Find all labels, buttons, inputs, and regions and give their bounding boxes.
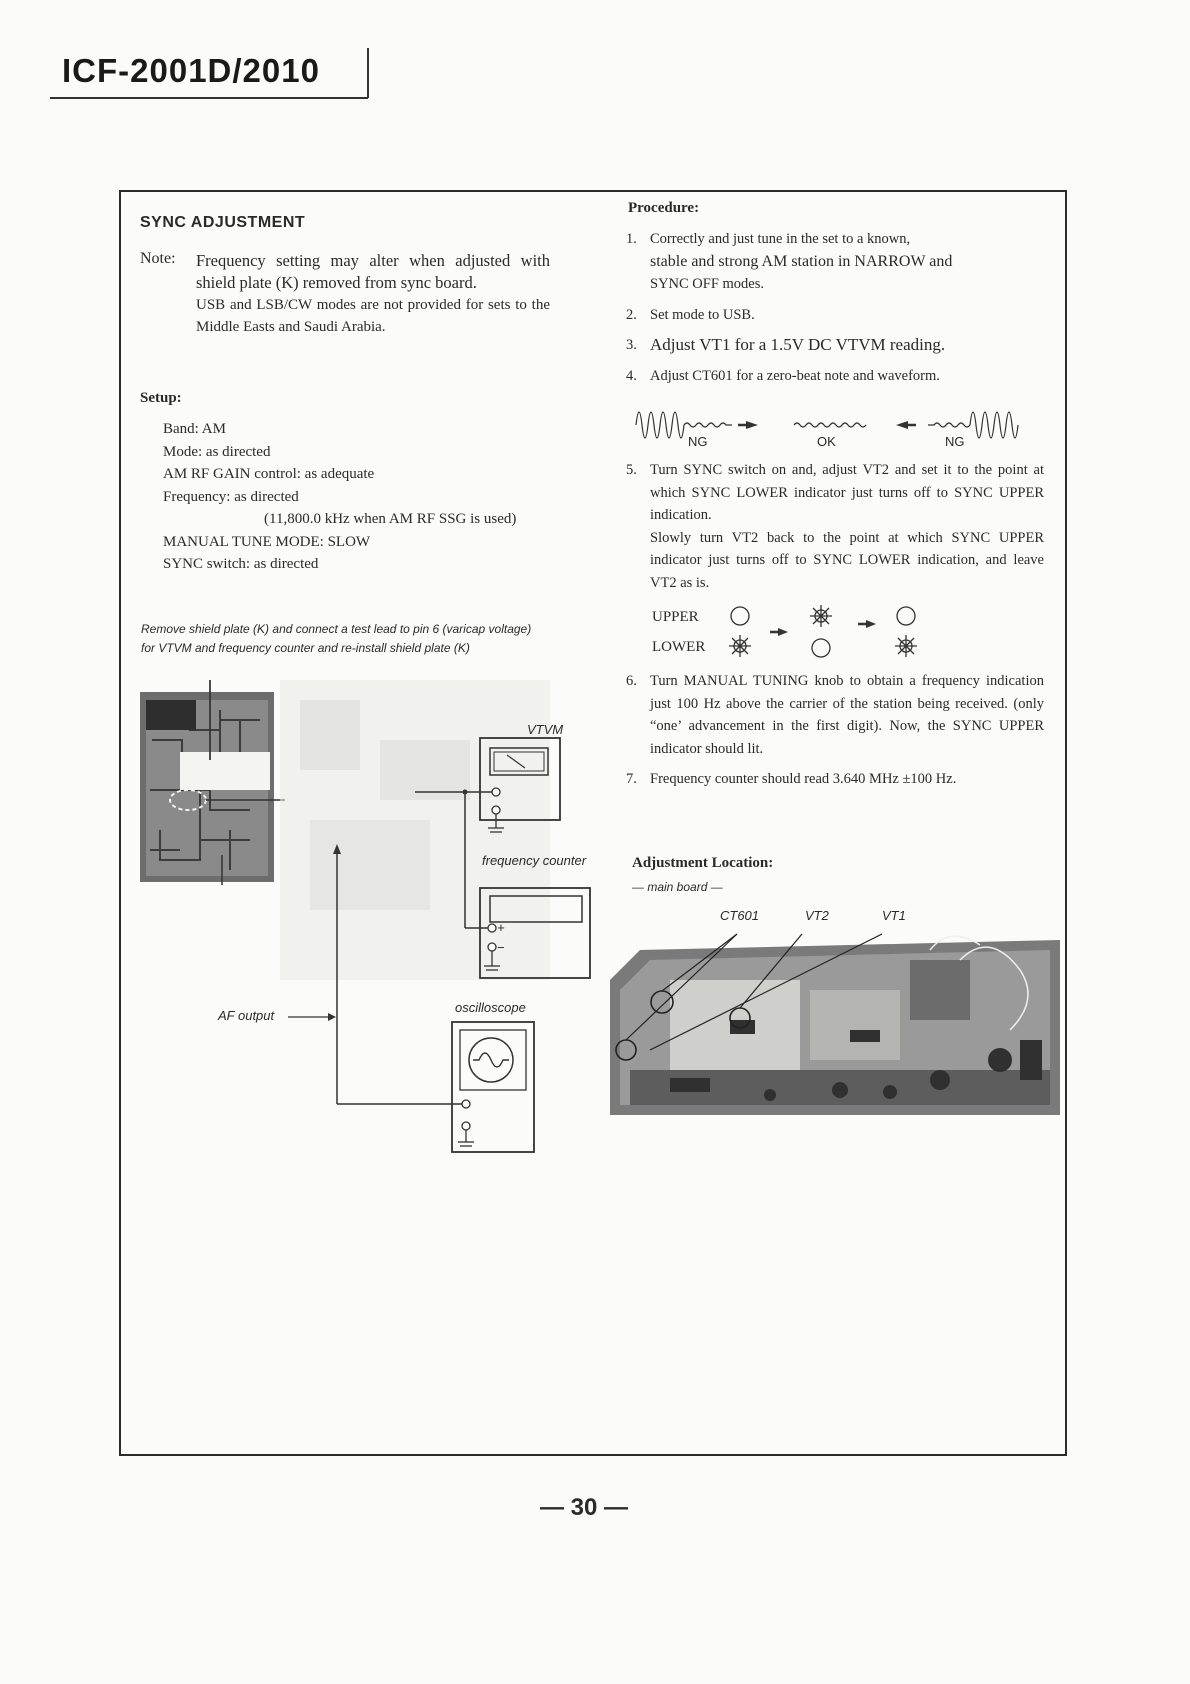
step-6-num: 6. — [626, 673, 637, 689]
step-3 — [626, 334, 1044, 357]
step-3-num: 3. — [626, 337, 637, 353]
af-output-label: AF output — [218, 1008, 275, 1023]
step-7-num: 7. — [626, 771, 637, 787]
step-5-text-a: Turn SYNC switch on and, adjust VT2 and set it to the point at which SYNC LOWER indicator just turns off to SYNC UPPER indication. — [650, 462, 1044, 523]
step-7 — [626, 768, 1044, 791]
step-1-line-a: Correctly and just tune in the set to a known, — [650, 231, 911, 247]
wave-ng-right: NG — [945, 434, 965, 449]
setup-label: Setup: — [140, 390, 182, 406]
title-underline — [50, 97, 368, 99]
setup-tune-mode: MANUAL TUNE MODE: SLOW — [163, 533, 371, 550]
indicator-upper-label: UPPER — [652, 609, 699, 625]
step-3-text: Adjust VT1 for a 1.5V DC VTVM reading. — [650, 335, 946, 354]
procedure-label: Procedure: — [628, 200, 700, 216]
note-label: Note: — [140, 250, 176, 267]
vt2-label: VT2 — [805, 908, 829, 923]
note-line-1: Frequency setting may alter when adjusted with shield plate (K) removed from sync board. — [196, 251, 550, 292]
indicator-sequence — [626, 602, 1044, 664]
setup-mode: Mode: as directed — [163, 443, 271, 460]
oscilloscope-label: oscilloscope — [455, 1000, 526, 1015]
setup-list — [163, 418, 554, 576]
step-2-num: 2. — [626, 306, 637, 323]
step-5 — [626, 459, 1044, 594]
setup-rf-gain: AM RF GAIN control: as adequate — [163, 466, 375, 482]
ct601-label: CT601 — [720, 908, 760, 923]
step-4-text: Adjust CT601 for a zero-beat note and waveform. — [650, 367, 940, 384]
wave-ng-left: NG — [688, 434, 708, 449]
step-1-line-c: SYNC OFF modes. — [650, 276, 765, 292]
main-board-photo — [610, 920, 1060, 1120]
adjustment-location-label: Adjustment Location: — [632, 855, 774, 871]
note-text — [196, 250, 550, 338]
vtvm-label: VTVM — [527, 722, 564, 737]
shield-plate-caption: Remove shield plate (K) and connect a test lead to pin 6 (varicap voltage) for VTVM and frequency counter and re-install shield plate (K) — [141, 622, 532, 655]
setup-frequency-detail: (11,800.0 kHz when AM RF SSG is used) — [264, 511, 517, 527]
indicator-lower-label: LOWER — [652, 639, 706, 655]
setup-sync-switch: SYNC switch: as directed — [163, 556, 319, 572]
section-title: SYNC ADJUSTMENT — [140, 214, 306, 231]
step-2-text: Set mode to USB. — [650, 306, 755, 323]
step-6-text: Turn MANUAL TUNING knob to obtain a frequency indication just 100 Hz above the carrier of the station being received. (only “one’ advancement in the first digit). Now, the SYNC UPPER indicator should lit. — [650, 673, 1044, 757]
minus-terminal-label: − — [497, 940, 505, 955]
wave-ok: OK — [817, 434, 836, 449]
vt1-label: VT1 — [882, 908, 906, 923]
step-7-text: Frequency counter should read 3.640 MHz ±100 Hz. — [650, 771, 957, 787]
frequency-counter-label: frequency counter — [482, 853, 587, 868]
step-4 — [626, 365, 1044, 388]
model-title: ICF-2001D/2010 — [62, 52, 320, 89]
plus-terminal-label: + — [497, 920, 505, 935]
step-1 — [626, 228, 1044, 296]
note-line-2: USB and LSB/CW modes are not provided for sets to the Middle Easts and Saudi Arabia. — [196, 297, 550, 335]
step-6 — [626, 670, 1044, 760]
sync-board-photo — [140, 692, 274, 882]
title-side-rule — [367, 48, 369, 98]
step-5-num: 5. — [626, 462, 637, 478]
setup-frequency: Frequency: as directed — [163, 488, 299, 505]
step-1-num: 1. — [626, 231, 637, 247]
step-2 — [626, 304, 1044, 327]
page-number: — 30 — — [540, 1494, 629, 1521]
indicator-graphic — [726, 602, 926, 664]
connection-diagram — [130, 680, 620, 1180]
step-4-num: 4. — [626, 367, 637, 384]
procedure-steps — [626, 228, 1044, 799]
waveform-row — [626, 395, 1044, 453]
step-1-line-b: stable and strong AM station in NARROW and — [650, 252, 953, 270]
main-board-label: — main board — — [632, 880, 723, 894]
setup-band: Band: AM — [163, 421, 226, 437]
step-5-text-b: Slowly turn VT2 back to the point at which SYNC UPPER indicator just turns off to SYNC LOWER indication, and leave VT2 as is. — [650, 529, 1044, 591]
